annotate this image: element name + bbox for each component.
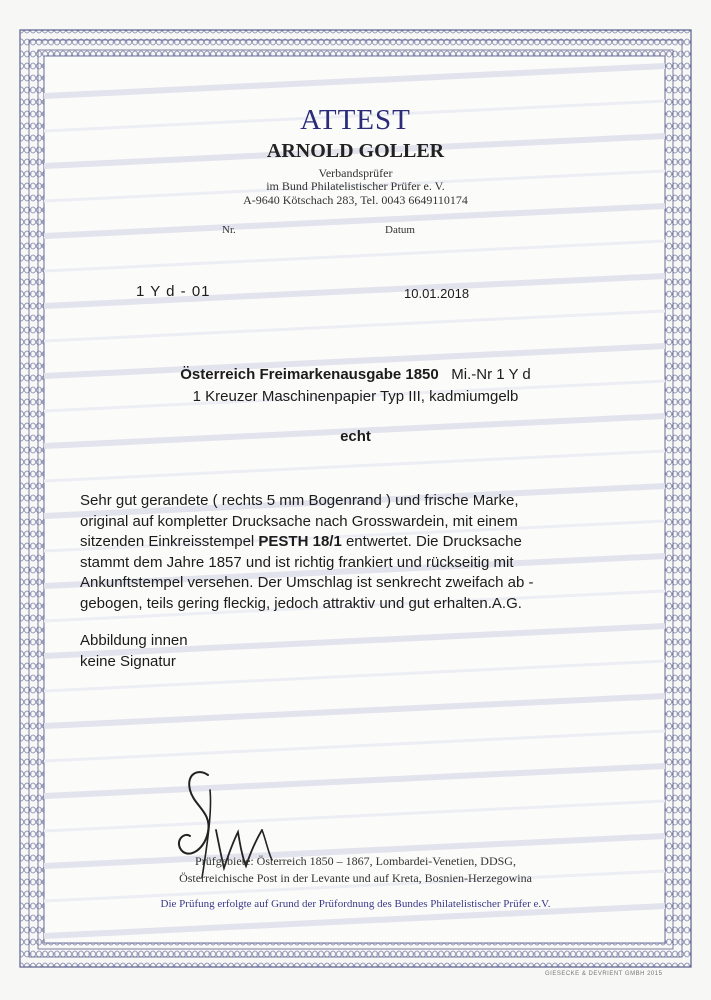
printer-imprint: GIESECKE & DEVRIENT GMBH 2015 — [545, 971, 663, 977]
description-line: original auf kompletter Drucksache nach Grosswardein, mit einem — [80, 512, 518, 530]
issuer-address: A-9640 Kötschach 283, Tel. 0043 6649110174 — [243, 193, 468, 207]
issuer-name: ARNOLD GOLLER — [266, 140, 445, 162]
note-signature: keine Signatur — [80, 653, 176, 670]
description-block — [80, 491, 534, 615]
item-issue-title: Österreich Freimarkenausgabe 1850 — [180, 366, 439, 383]
datum-label: Datum — [385, 224, 415, 236]
verdict: echt — [340, 428, 371, 445]
certificate-number: 1 Y d - 01 — [136, 283, 211, 300]
description-line: Sehr gut gerandete ( rechts 5 mm Bogenrand ) und frische Marke, — [80, 492, 519, 509]
item-subheading: 1 Kreuzer Maschinenpapier Typ III, kadmiumgelb — [192, 388, 519, 405]
footer-regulation: Die Prüfung erfolgte auf Grund der Prüfordnung des Bundes Philatelistischer Prüfer e.V. — [160, 898, 551, 910]
footer-test-areas-2: Österreichische Post in der Levante und auf Kreta, Bosnien-Herzegowina — [179, 871, 532, 885]
description-text: entwertet. Die Drucksache — [341, 533, 522, 551]
item-heading — [0, 366, 711, 383]
issuer-role: Verbandsprüfer — [318, 166, 393, 180]
nr-label: Nr. — [222, 224, 236, 236]
postmark-name: PESTH 18/1 — [258, 533, 342, 551]
certificate-title: ATTEST — [300, 104, 411, 136]
footer-test-areas: Prüfgebiete: Österreich 1850 – 1867, Lombardei-Venetien, DDSG, — [195, 854, 516, 868]
issuer-association: im Bund Philatelistischer Prüfer e. V. — [266, 179, 445, 193]
description-line: Ankunftstempel versehen. Der Umschlag ist senkrecht zweifach ab - — [80, 574, 534, 592]
description-line: stammt dem Jahre 1857 und ist richtig frankiert und rückseitig mit — [80, 553, 514, 571]
description-line: gebogen, teils gering fleckig, jedoch attraktiv und gut erhalten.A.G. — [80, 594, 522, 612]
description-line — [80, 532, 534, 553]
description-text: sitzenden Einkreisstempel — [80, 533, 259, 551]
item-catalog-number: Mi.-Nr 1 Y d — [451, 366, 531, 383]
note-illustration: Abbildung innen — [80, 632, 188, 649]
certificate-date: 10.01.2018 — [404, 286, 470, 301]
